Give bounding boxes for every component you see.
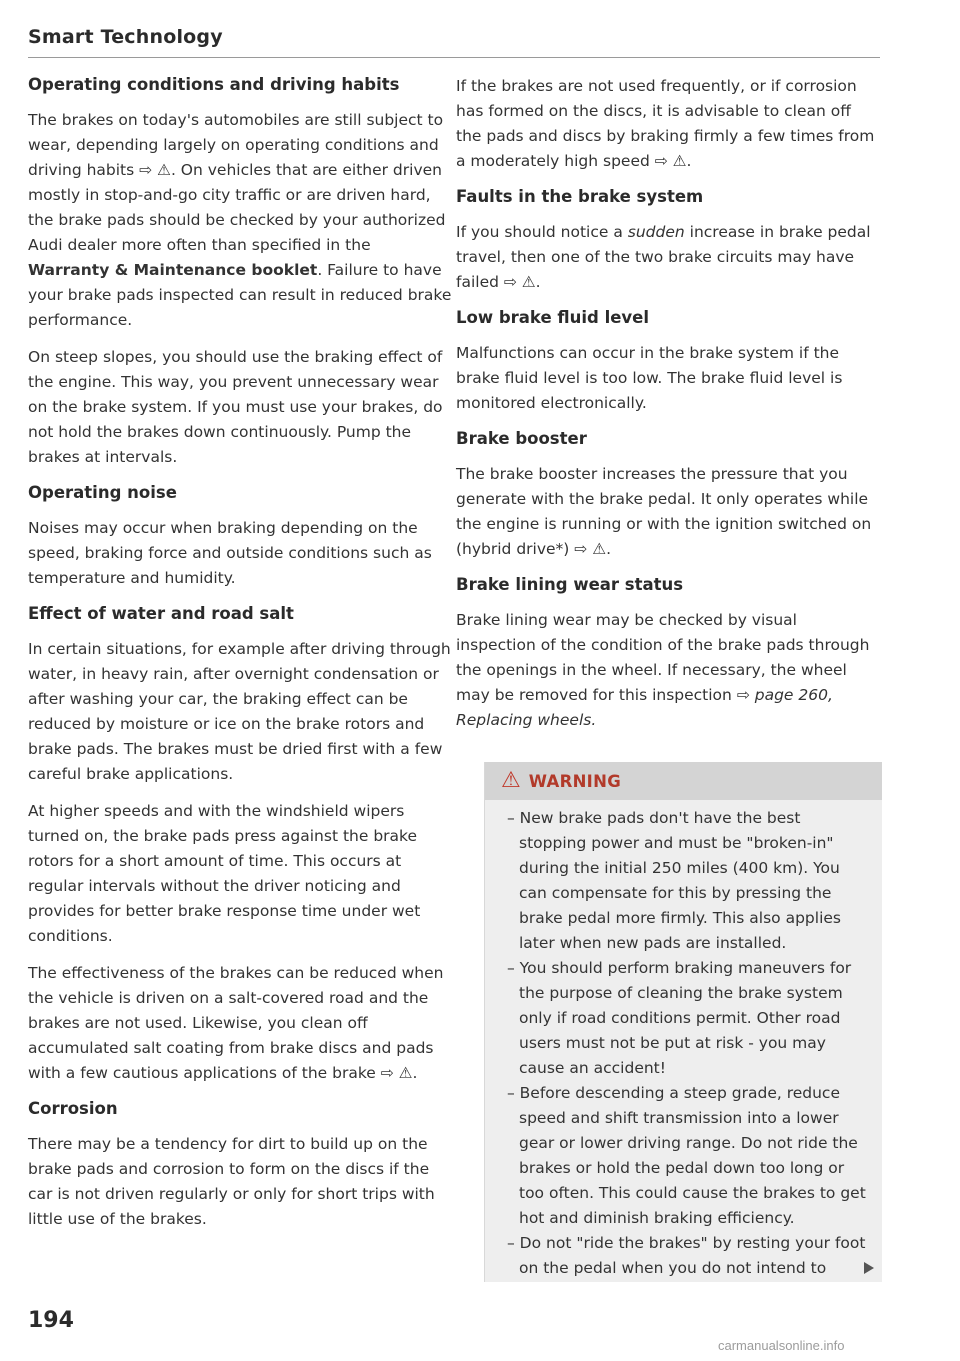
left-column [28,74,452,1244]
page-header [28,26,880,58]
warning-item: – Before descending a steep grade, reduce speed and shift transmission into a lower gear or lower driving range. Do not ride the brakes or hold the pedal down too long or too often. This could cause the brakes to get hot and diminish braking efficiency. [507,1084,866,1227]
section-operating-noise [28,482,452,591]
heading-water-road-salt: Effect of water and road salt [28,604,294,623]
heading-operating-noise: Operating noise [28,483,177,502]
section-water-road-salt [28,603,452,1086]
paragraph: Brake lining wear may be checked by visual inspection of the condition of the brake pads through the openings in the wheel. If necessary, the wheel may be removed for this inspection ⇨ page 260, Replacing wheels. [456,611,870,729]
paragraph: Malfunctions can occur in the brake system if the brake fluid level is too low. The brake fluid level is monitored electronically. [456,344,843,412]
section-corrosion [28,1098,452,1232]
warning-header [485,762,882,800]
heading-brake-booster: Brake booster [456,429,587,448]
heading-corrosion: Corrosion [28,1099,118,1118]
paragraph: The effectiveness of the brakes can be reduced when the vehicle is driven on a salt-covered road and the brakes are not used. Likewise, you clean off accumulated salt coating from brake discs and pads with a few cautious applications of the brake ⇨ ⚠. [28,964,444,1082]
warning-item: – New brake pads don't have the best stopping power and must be "broken-in" during the initial 250 miles (400 km). You can compensate for this by pressing the brake pedal more firmly. This also applies later when new pads are installed. [507,809,841,952]
heading-lining-wear: Brake lining wear status [456,575,684,594]
warning-box [484,762,882,1282]
heading-faults: Faults in the brake system [456,187,704,206]
page-number: 194 [28,1308,74,1333]
continue-arrow-icon [864,1262,874,1274]
right-column [456,74,880,745]
paragraph: There may be a tendency for dirt to build up on the brake pads and corrosion to form on the discs if the car is not driven regularly or only for short trips with little use of the brakes. [28,1135,435,1228]
section-operating-conditions [28,74,452,470]
heading-operating-conditions: Operating conditions and driving habits [28,75,400,94]
section-lining-wear [456,574,880,733]
paragraph: In certain situations, for example after driving through water, in heavy rain, after overnight condensation or after washing your car, the braking effect can be reduced by moisture or ice on the brake rotors and brake pads. The brakes must be dried first with a few careful brake applications. [28,640,451,783]
paragraph: If the brakes are not used frequently, or if corrosion has formed on the discs, it is advisable to clean off the pads and discs by braking firmly a few times from a moderately high speed ⇨ ⚠. [456,77,875,170]
heading-low-fluid: Low brake fluid level [456,308,650,327]
watermark: carmanualsonline.info [718,1338,845,1353]
warning-item: – You should perform braking maneuvers for the purpose of cleaning the brake system only if road conditions permit. Other road users must not be put at risk - you may cause an accident! [507,959,852,1077]
warning-title: WARNING [528,771,622,791]
section-title: Smart Technology [28,26,223,48]
warning-triangle-icon: ⚠ [501,768,521,793]
paragraph: At higher speeds and with the windshield wipers turned on, the brake pads press against the brake rotors for a short amount of time. This occurs at regular intervals without the driver noticing and provides for better brake response time under wet conditions. [28,802,421,945]
booklet-reference: Warranty & Maintenance booklet [28,261,318,279]
paragraph: Noises may occur when braking depending on the speed, braking force and outside conditions such as temperature and humidity. [28,519,432,587]
paragraph: The brake booster increases the pressure that you generate with the brake pedal. It only operates while the engine is running or with the ignition switched on (hybrid drive*) ⇨ ⚠. [456,465,872,558]
paragraph: The brakes on today's automobiles are still subject to wear, depending largely on operating conditions and driving habits ⇨ ⚠. On vehicles that are either driven mostly in stop-and-go city traffic or are driven hard, the brake pads should be checked by your authorized Audi dealer more often than specified in the Warranty & Maintenance booklet. Failure to have your brake pads inspected can result in reduced brake performance. [28,111,452,329]
paragraph: On steep slopes, you should use the braking effect of the engine. This way, you prevent unnecessary wear on the brake system. If you must use your brakes, do not hold the brakes down continuously. Pump the brakes at intervals. [28,348,443,466]
section-faults [456,186,880,295]
paragraph: If you should notice a sudden increase in brake pedal travel, then one of the two brake circuits may have failed ⇨ ⚠. [456,223,871,291]
page-reference-link[interactable]: ⇨ page 260, Replacing wheels. [456,686,833,729]
warning-list [485,806,882,1281]
warning-item: – Do not "ride the brakes" by resting your foot on the pedal when you do not intend to [507,1234,866,1277]
section-brake-booster [456,428,880,562]
section-low-fluid [456,307,880,416]
emphasis-sudden: sudden [627,223,685,241]
